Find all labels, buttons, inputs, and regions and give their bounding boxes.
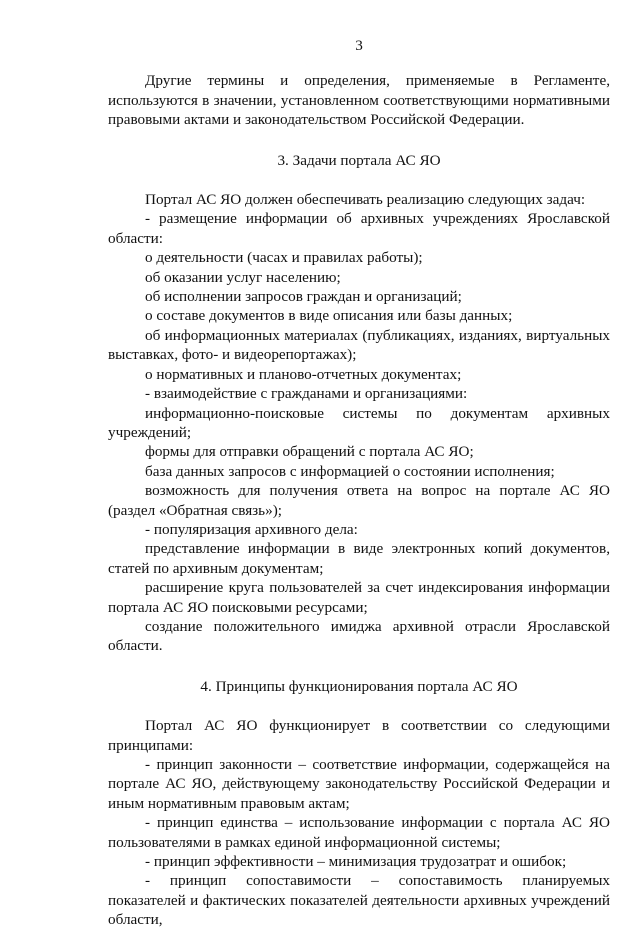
section-4-paragraph: Портал АС ЯО функционирует в соответствии со следующими принципами:	[108, 717, 610, 754]
section-3-paragraph: база данных запросов с информацией о состоянии исполнения;	[145, 462, 555, 480]
section-4-title: 4. Принципы функционирования портала АС ЯО	[200, 677, 518, 695]
intro-paragraph: Другие термины и определения, применяемые в Регламенте, используются в значении, установленном соответствующими нормативными правовыми актами и законодательством Российской Федерации.	[108, 72, 610, 129]
section-3-paragraph: об оказании услуг населению;	[145, 268, 341, 286]
section-3-paragraph: о нормативных и планово-отчетных документах;	[145, 365, 462, 383]
section-4-paragraph: - принцип сопоставимости – сопоставимость планируемых показателей и фактических показателей деятельности архивных учреждений области,	[108, 872, 610, 929]
document-page	[108, 36, 610, 930]
section-3-paragraph: информационно-поисковые системы по документам архивных учреждений;	[108, 404, 610, 441]
section-3-paragraph: о деятельности (часах и правилах работы);	[145, 249, 423, 267]
section-3-title: 3. Задачи портала АС ЯО	[277, 151, 441, 169]
section-3-paragraph: - взаимодействие с гражданами и организациями:	[145, 385, 468, 403]
section-3-paragraph: представление информации в виде электронных копий документов, статей по архивным документам;	[108, 540, 610, 577]
section-3-paragraph: создание положительного имиджа архивной отрасли Ярославской области.	[108, 617, 610, 655]
section-4-paragraph: - принцип законности – соответствие информации, содержащейся на портале АС ЯО, действующему законодательству Российской Федерации и иным нормативным правовым актам;	[108, 756, 610, 812]
section-3-paragraph: - популяризация архивного дела:	[145, 520, 358, 538]
section-3-paragraph: - размещение информации об архивных учреждениях Ярославской области:	[108, 210, 610, 247]
section-3-paragraph: расширение круга пользователей за счет индексирования информации портала АС ЯО поисковыми ресурсами;	[108, 579, 610, 616]
section-3-paragraph: об информационных материалах (публикациях, изданиях, виртуальных выставках, фото- и видеорепортажах);	[108, 326, 610, 364]
section-3-paragraph: формы для отправки обращений с портала АС ЯО;	[145, 443, 474, 461]
section-3-paragraph: возможность для получения ответа на вопрос на портале АС ЯО (раздел «Обратная связь»);	[108, 482, 610, 519]
section-4-paragraph: - принцип эффективности – минимизация трудозатрат и ошибок;	[145, 853, 567, 871]
section-3-paragraph: о составе документов в виде описания или базы данных;	[145, 307, 513, 325]
section-3-paragraph: об исполнении запросов граждан и организаций;	[145, 288, 462, 306]
page-number: 3	[355, 37, 363, 54]
section-3-paragraph: Портал АС ЯО должен обеспечивать реализацию следующих задач:	[145, 191, 586, 209]
section-4-paragraph: - принцип единства – использование информации с портала АС ЯО пользователями в рамках единой информационной системы;	[108, 814, 610, 851]
